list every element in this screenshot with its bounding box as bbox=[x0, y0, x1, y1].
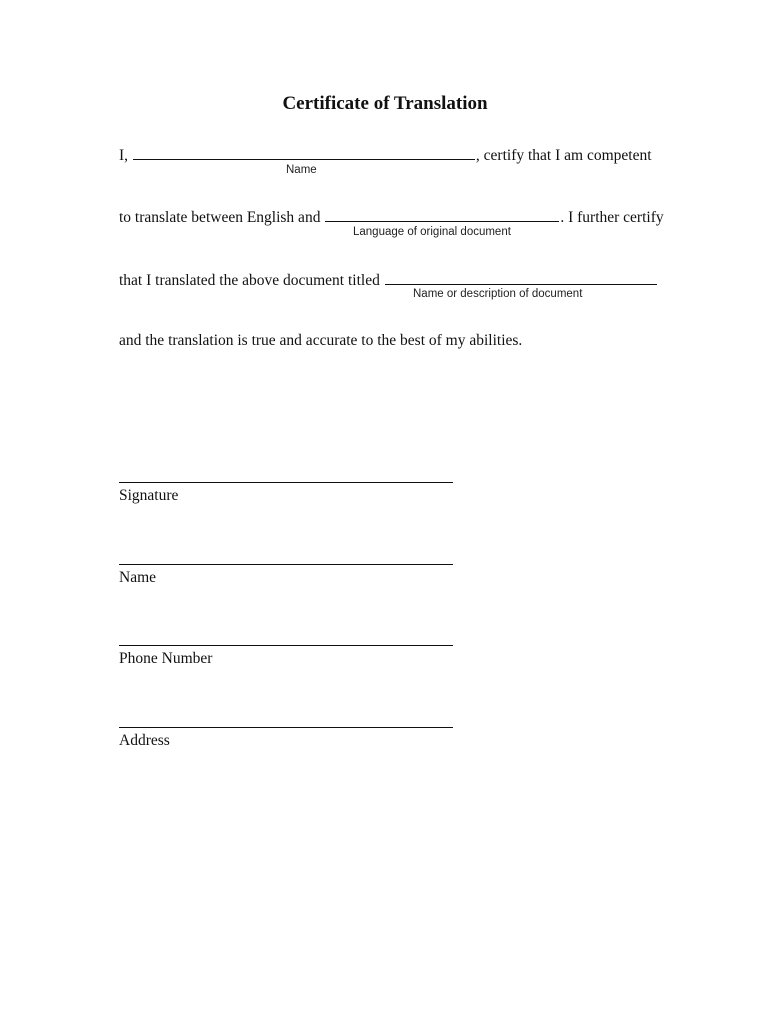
document-title-caption: Name or description of document bbox=[413, 288, 583, 300]
signature-label: Signature bbox=[119, 487, 179, 504]
signature-line[interactable] bbox=[119, 482, 453, 483]
statement-prefix: to translate between English and bbox=[119, 209, 321, 226]
phone-number-label: Phone Number bbox=[119, 650, 213, 667]
name-label: Name bbox=[119, 569, 157, 586]
statement-suffix: , certify that I am competent bbox=[475, 147, 652, 164]
original-language-blank[interactable] bbox=[325, 207, 559, 222]
statement-line-2 bbox=[119, 207, 664, 227]
document-title-blank[interactable] bbox=[385, 270, 657, 285]
name-line[interactable] bbox=[119, 564, 453, 565]
statement-line-3 bbox=[119, 270, 658, 290]
page-title: Certificate of Translation bbox=[282, 93, 488, 114]
statement-prefix: that I translated the above document titled bbox=[119, 272, 380, 289]
phone-number-line[interactable] bbox=[119, 645, 453, 646]
translator-name-blank[interactable] bbox=[133, 145, 475, 160]
statement-suffix: . I further certify bbox=[560, 209, 664, 226]
address-line[interactable] bbox=[119, 727, 453, 728]
translator-name-caption: Name bbox=[286, 164, 317, 176]
statement-line-1 bbox=[119, 145, 652, 165]
statement-line-4: and the translation is true and accurate to the best of my abilities. bbox=[119, 332, 523, 349]
original-language-caption: Language of original document bbox=[353, 226, 511, 238]
address-label: Address bbox=[119, 732, 170, 749]
statement-prefix: I, bbox=[119, 147, 129, 164]
